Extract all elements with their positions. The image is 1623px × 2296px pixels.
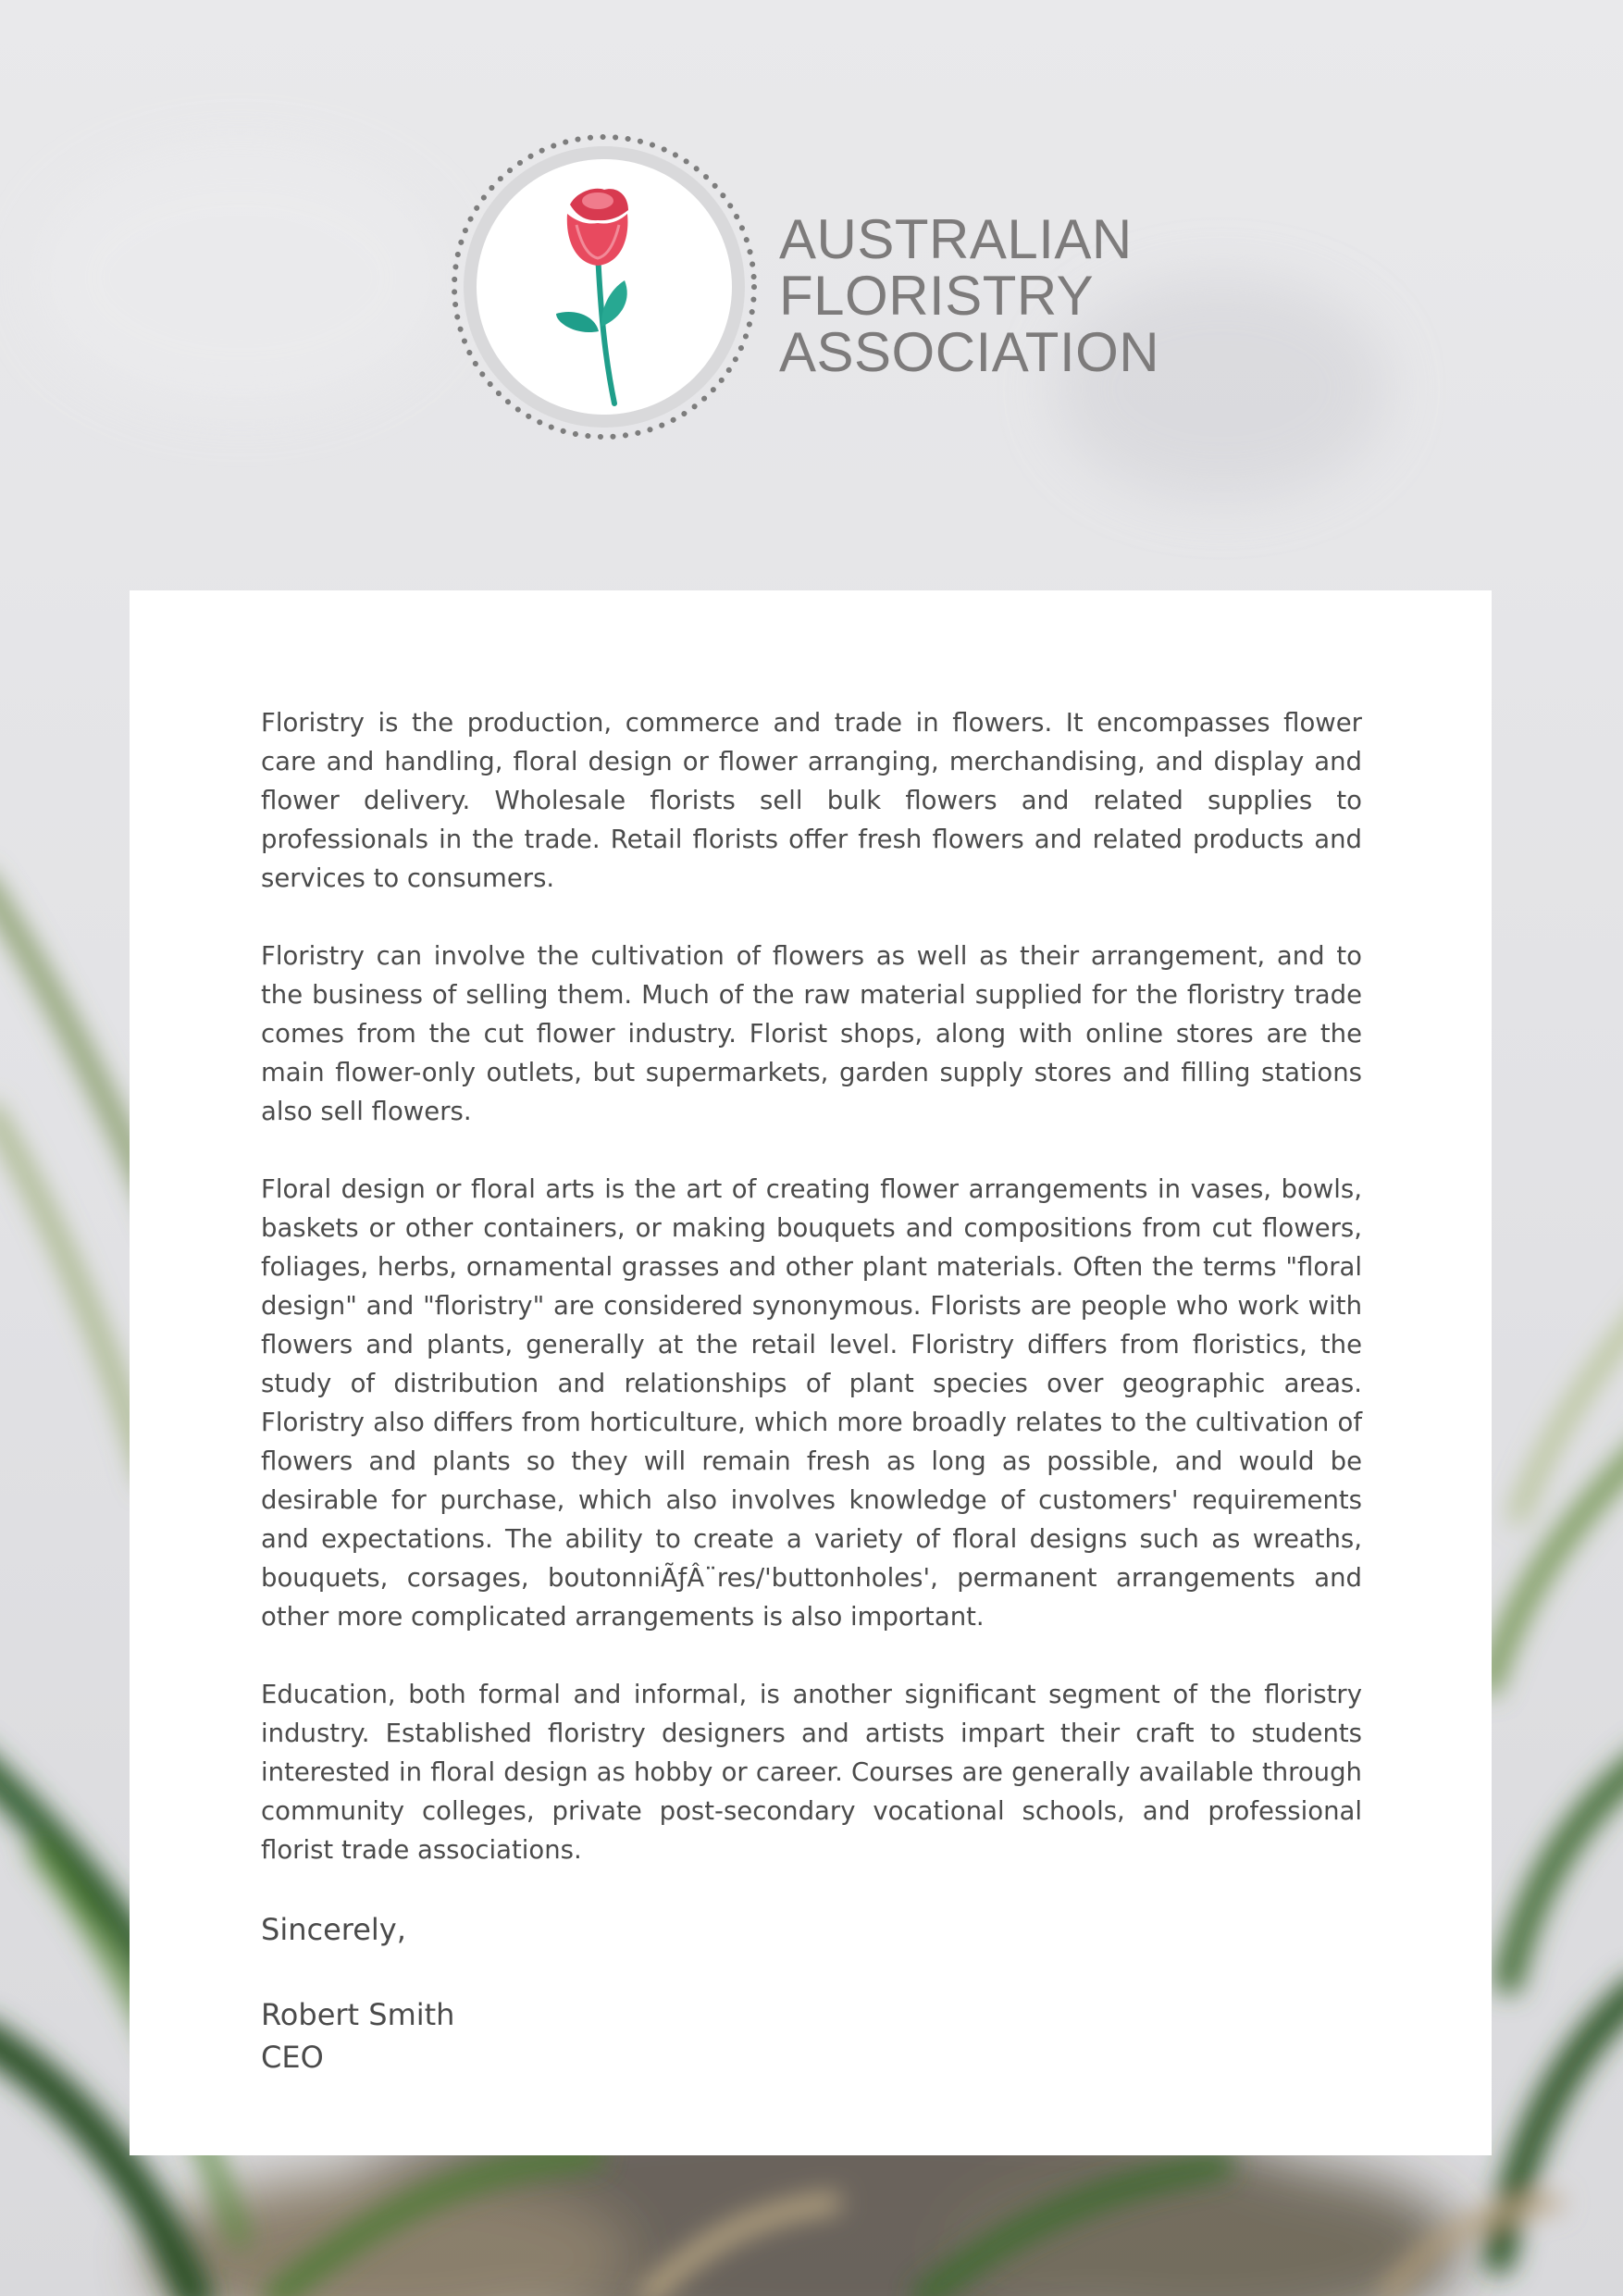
closing-salutation: Sincerely, [261,1912,406,1947]
logo-emblem [447,132,762,447]
letter-body [261,703,1362,2079]
signer-title: CEO [261,2040,324,2075]
association-name-line-2: FLORISTRY [779,265,1095,327]
letter-paragraph-1: Floristry is the production, commerce and trade in flowers. It encompasses flower care and handling, floral design or flower arranging, merchandising, and display and flower delivery. Wholesale florists sell bulk flowers and related supplies to professionals in the trade. Retail florists offer fresh flowers and related products and services to consumers. [261,708,1362,893]
letter-paragraph-2: Floristry can involve the cultivation of flowers as well as their arrangement, and to the business of selling them. Much of the raw material supplied for the floristry trade comes from the cut flower industry. Florist shops, along with online stores are the main flower-only outlets, but supermarkets, garden supply stores and filling stations also sell flowers. [261,941,1362,1126]
signer-name: Robert Smith [261,1997,455,2032]
letter-paragraph-4: Education, both formal and informal, is another significant segment of the floristry industry. Established floristry designers and artists impart their craft to students interested in floral design as hobby or career. Courses are generally available through community colleges, private post-secondary vocational schools, and professional florist trade associations. [261,1680,1362,1865]
association-name [779,208,1160,383]
association-name-line-3: ASSOCIATION [779,321,1160,383]
letter-card [130,590,1492,2155]
letter-paragraph-3: Floral design or floral arts is the art of creating flower arrangements in vases, bowls, baskets or other containers, or making bouquets and compositions from cut flowers, foliages, herbs, ornamental grasses and other plant materials. Often the terms "floral design" and "floristry" are considered synonymous. Florists are people who work with flowers and plants, generally at the retail level. Floristry differs from floristics, the study of distribution and relationships of plant species over geographic areas. Floristry also differs from horticulture, which more broadly relates to the cultivation of flowers and plants so they will remain fresh as long as possible, and would be desirable for purchase, which also involves knowledge of customers' requirements and expectations. The ability to create a variety of floral designs such as wreaths, bouquets, corsages, boutonniÃƒÂ¨res/'buttonholes', permanent arrangements and other more complicated arrangements is also important. [261,1174,1362,1632]
letter-closing [261,1908,1362,2079]
association-name-line-1: AUSTRALIAN [779,208,1133,270]
